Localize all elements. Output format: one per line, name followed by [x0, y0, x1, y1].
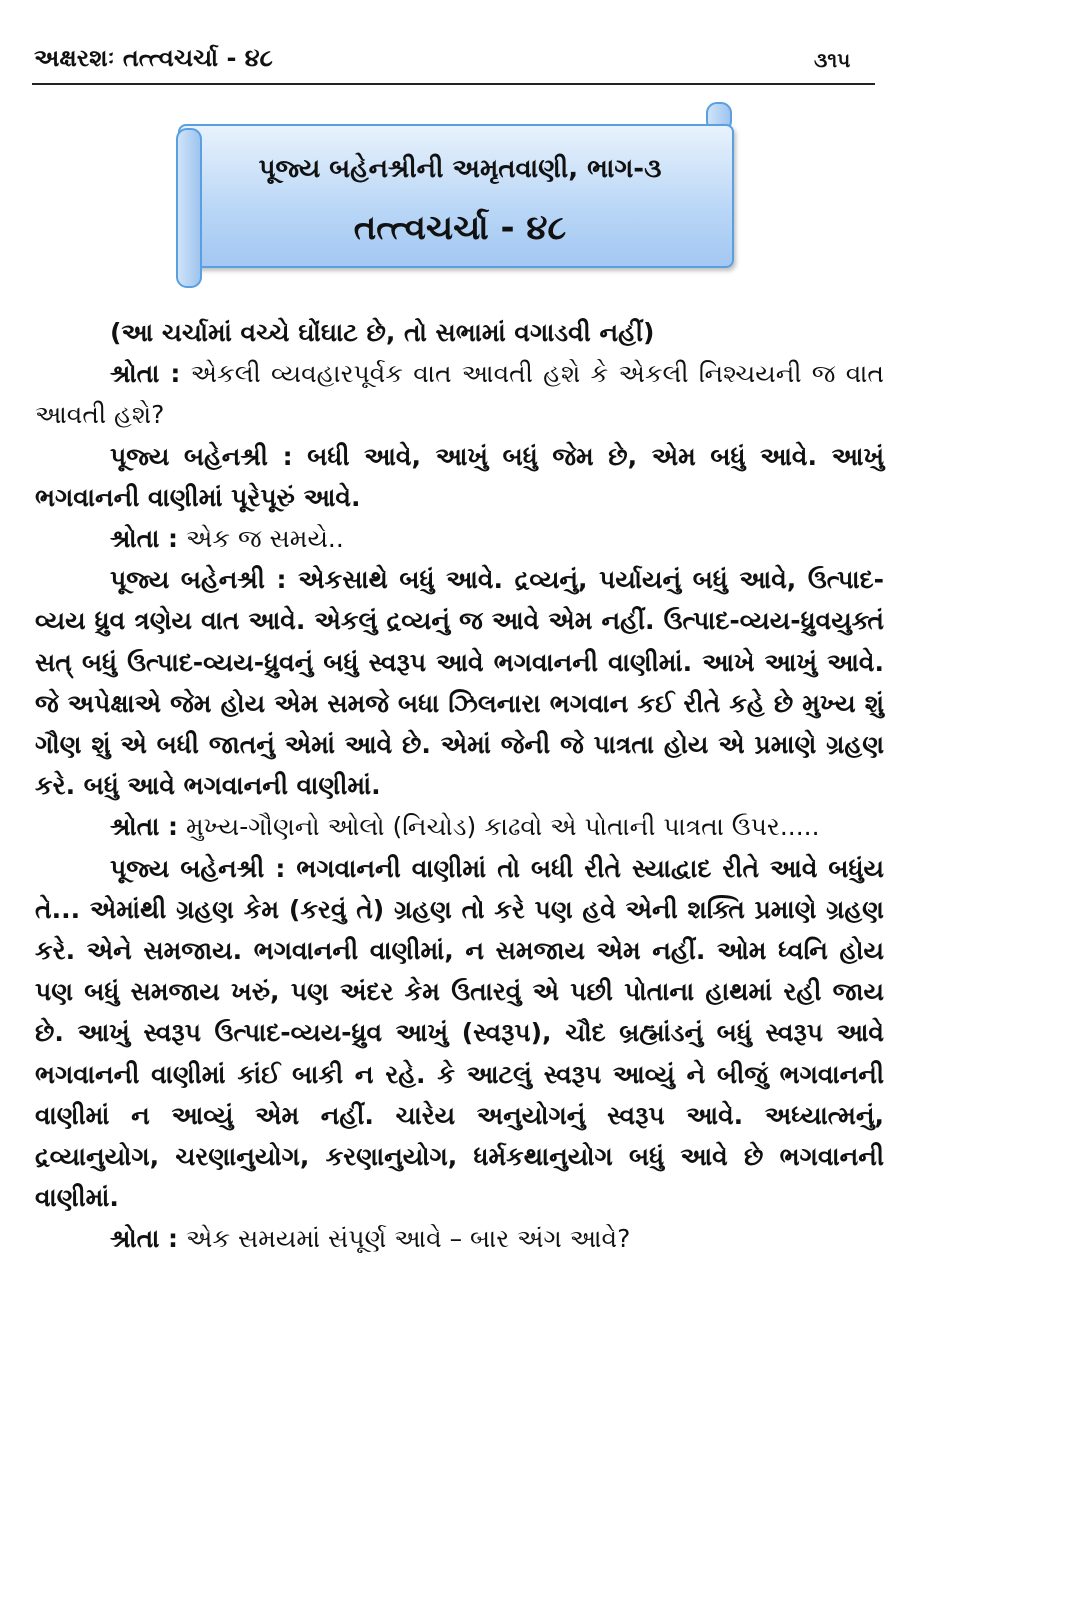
- bahenshri-paragraph: [35, 436, 884, 518]
- speaker-label: શ્રોતા :: [110, 359, 181, 389]
- page-number: ૩૧૫: [814, 48, 851, 72]
- header-divider: [32, 83, 875, 85]
- paragraph-text: ભગવાનની વાણીમાં તો બધી રીતે સ્યાદ્વાદ રીતે આવે બધુંય તે... એમાંથી ગ્રહણ કેમ (કરવું તે) ગ્રહણ તો કરે પણ હવે એની શક્તિ પ્રમાણે ગ્રહણ કરે. એને સમજાય. ભગવાનની વાણીમાં, ન સમજાય એમ નહીં. ઓમ ધ્વનિ હોય પણ બધું સમજાય ખરું, પણ અંદર કેમ ઉતારવું એ પછી પોતાના હાથમાં રહી જાય છે. આખું સ્વરૂપ ઉત્પાદ-વ્યય-ધ્રુવ આખું (સ્વરૂપ), ચૌદ બ્રહ્માંડનું બધું સ્વરૂપ આવે ભગવાનની વાણીમાં કાંઈ બાકી ન રહે. કે આટલું સ્વરૂપ આવ્યું ને બીજું ભગવાનની વાણીમાં ન આવ્યું એમ નહીં. ચારેય અનુયોગનું સ્વરૂપ આવે. અધ્યાત્મનું, દ્રવ્યાનુયોગ, ચરણાનુયોગ, કરણાનુયોગ, ધર્મકથાનુયોગ બધું આવે છે ભગવાનની વાણીમાં.: [35, 853, 884, 1213]
- listener-paragraph: [35, 806, 884, 847]
- speaker-label: શ્રોતા :: [110, 1224, 179, 1254]
- speaker-label: પૂજ્ય બહેનશ્રી :: [110, 853, 286, 883]
- banner-subtitle: પૂજ્ય બહેનશ્રીની અમૃતવાણી, ભાગ-૩: [258, 154, 662, 184]
- listener-paragraph: [35, 518, 884, 559]
- listener-paragraph: [35, 353, 884, 435]
- paragraph-text: મુખ્ય-ગૌણનો ઓલો (નિચોડ) કાઢવો એ પોતાની પાત્રતા ઉપર.....: [185, 812, 820, 842]
- note-paragraph: [35, 312, 884, 353]
- listener-paragraph: [35, 1218, 884, 1259]
- scroll-roll-left: [176, 128, 202, 288]
- paragraph-text: એકલી વ્યવહારપૂર્વક વાત આવતી હશે કે એકલી નિશ્ચયની જ વાત આવતી હશે?: [35, 359, 884, 430]
- paragraph-text: એક સમયમાં સંપૂર્ણ આવે – બાર અંગ આવે?: [185, 1224, 631, 1254]
- bahenshri-paragraph: [35, 848, 884, 1219]
- speaker-label: પૂજ્ય બહેનશ્રી :: [110, 441, 293, 471]
- paragraph-text: (આ ચર્ચામાં વચ્ચે ઘોંઘાટ છે, તો સભામાં વગાડવી નહીં): [110, 318, 655, 347]
- speaker-label: શ્રોતા :: [110, 524, 179, 554]
- paragraph-text: એક જ સમયે..: [185, 524, 344, 554]
- paragraph-text: એકસાથે બધું આવે. દ્રવ્યનું, પર્યાયનું બધું આવે, ઉત્પાદ-વ્યય ધ્રુવ ત્રણેય વાત આવે. એકલું દ્રવ્યનું જ આવે એમ નહીં. ઉત્પાદ-વ્યય-ધ્રુવયુક્તં સત્ બધું ઉત્પાદ-વ્યય-ધ્રુવનું બધું સ્વરૂપ આવે ભગવાનની વાણીમાં. આખે આખું આવે. જે અપેક્ષાએ જેમ હોય એમ સમજે બધા ઝિલનારા ભગવાન કઈ રીતે કહે છે મુખ્ય શું ગૌણ શું એ બધી જાતનું એમાં આવે છે. એમાં જેની જે પાત્રતા હોય એ પ્રમાણે ગ્રહણ કરે. બધું આવે ભગવાનની વાણીમાં.: [35, 565, 884, 801]
- banner-title: તત્ત્વચર્ચા - ૪૮: [353, 208, 567, 248]
- speaker-label: શ્રોતા :: [110, 812, 179, 842]
- running-header-title: અક્ષરશઃ તત્ત્વચર્ચા - ૪૮: [34, 44, 273, 72]
- paragraph-text: બધી આવે, આખું બધું જેમ છે, એમ બધું આવે. આખું ભગવાનની વાણીમાં પૂરેપૂરું આવે.: [35, 441, 884, 512]
- speaker-label: પૂજ્ય બહેનશ્રી :: [110, 565, 287, 595]
- bahenshri-paragraph: [35, 559, 884, 806]
- document-body: [35, 312, 884, 1260]
